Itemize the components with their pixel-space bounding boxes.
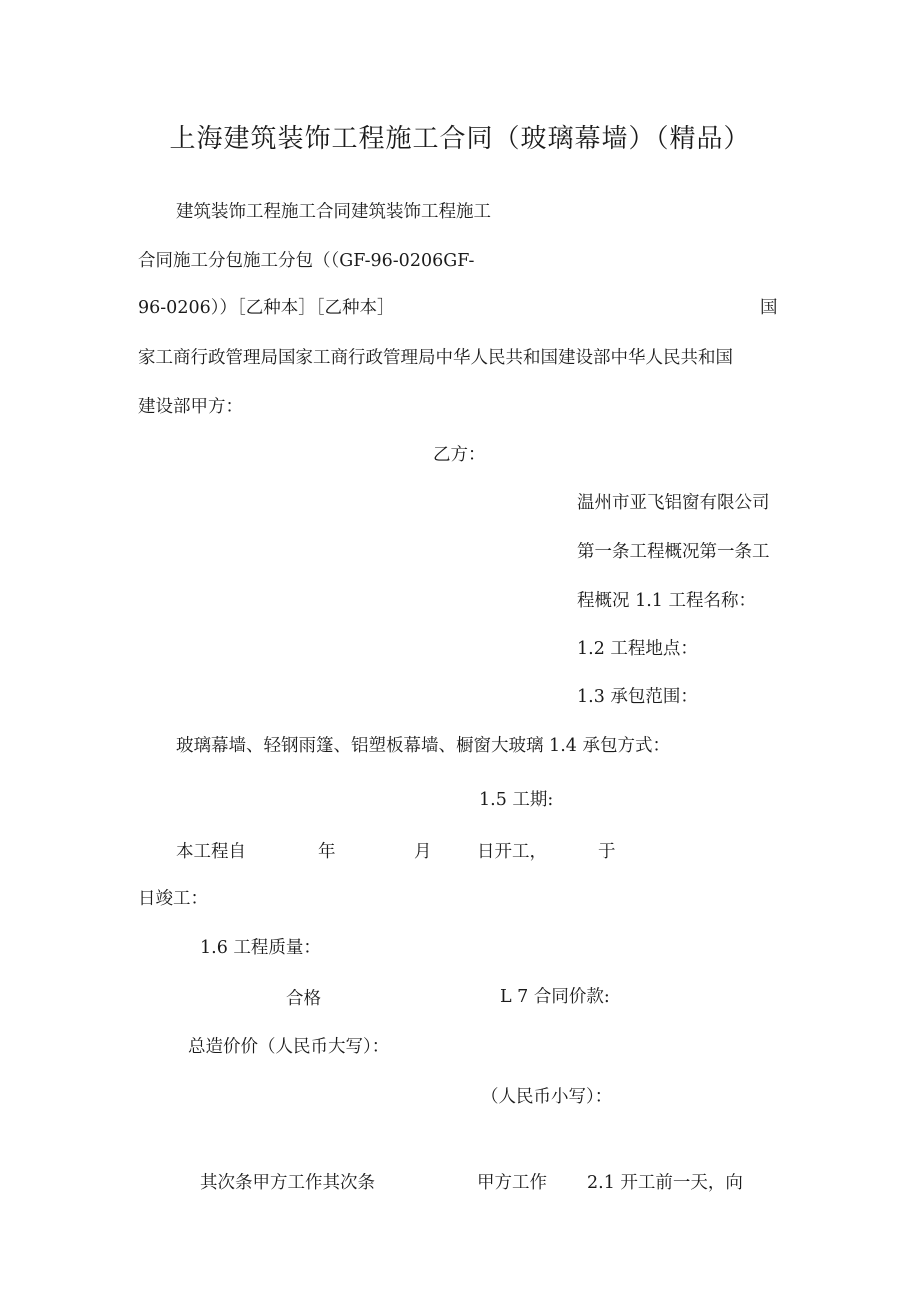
text-line: 2.1 开工前一天，向 xyxy=(587,1173,743,1193)
text-line: 其次条甲方工作其次条 xyxy=(200,1173,375,1193)
text-line: 总造价价（人民币大写）： xyxy=(188,1037,390,1057)
text-line: 家工商行政管理局国家工商行政管理局中华人民共和国建设部中华人民共和国 xyxy=(138,348,733,368)
text-line: 合同施工分包施工分包（（GF-96-0206GF- xyxy=(138,251,475,271)
text-line: 建设部甲方： xyxy=(138,397,243,417)
text-line: 程概况 1.1 工程名称： xyxy=(577,591,756,611)
text-line: 甲方工作 xyxy=(477,1173,547,1193)
text-line: 建筑装饰工程施工合同建筑装饰工程施工 xyxy=(176,202,491,222)
text-line: 96-0206））［乙种本］［乙种本］ xyxy=(138,298,395,318)
text-line: 合格 xyxy=(286,989,321,1009)
text-line: 1.5 工期: xyxy=(479,790,554,810)
text-line: （人民币小写）： xyxy=(481,1087,613,1107)
text-line: 乙方： xyxy=(433,445,486,465)
text-line: 1.2 工程地点： xyxy=(577,639,698,659)
document-title: 上海建筑装饰工程施工合同（玻璃幕墙）（精品） xyxy=(169,124,751,154)
text-line: L 7 合同价款: xyxy=(500,987,610,1007)
text-line: 1.6 工程质量： xyxy=(200,938,321,958)
text-line: 国 xyxy=(760,298,778,318)
text-line: 日开工， xyxy=(477,842,547,862)
text-line: 于 xyxy=(598,842,616,862)
text-line: 玻璃幕墙、轻钢雨篷、铝塑板幕墙、橱窗大玻璃 1.4 承包方式： xyxy=(176,736,670,756)
text-line: 年 xyxy=(318,842,336,862)
text-line: 温州市亚飞铝窗有限公司 xyxy=(577,493,770,513)
text-line: 日竣工： xyxy=(138,889,208,909)
text-line: 月 xyxy=(414,842,432,862)
text-line: 1.3 承包范围： xyxy=(577,687,698,707)
text-line: 本工程自 xyxy=(176,842,246,862)
text-line: 第一条工程概况第一条工 xyxy=(577,542,770,562)
